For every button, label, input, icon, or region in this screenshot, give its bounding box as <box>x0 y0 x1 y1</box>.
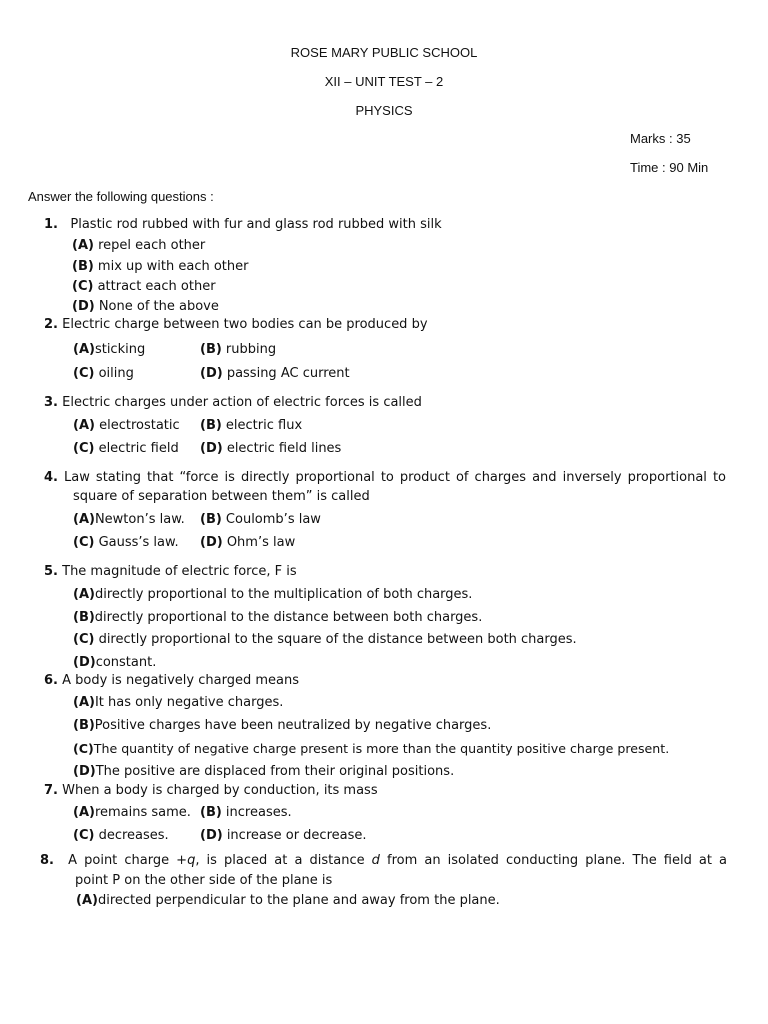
question-7 <box>44 783 378 798</box>
option-3c <box>73 441 179 456</box>
option-7b <box>200 805 292 820</box>
option-label: (A) <box>73 695 95 710</box>
option-text: Gauss’s law. <box>94 535 179 550</box>
option-label: (B) <box>200 418 222 433</box>
option-7d <box>200 828 367 843</box>
option-label: (B) <box>73 718 95 733</box>
question-5 <box>44 564 297 579</box>
option-text: increases. <box>221 805 292 820</box>
option-label: (B) <box>200 805 222 820</box>
option-3b <box>200 418 302 433</box>
marks-info: Marks : 35 <box>630 131 691 146</box>
option-4c <box>73 535 179 550</box>
option-label: (A) <box>73 587 95 602</box>
option-8a <box>76 893 500 908</box>
option-text: decreases. <box>94 828 169 843</box>
option-label: (C) <box>73 441 95 456</box>
question-4 <box>44 470 726 485</box>
option-text: Ohm’s law <box>222 535 296 550</box>
option-text: sticking <box>94 342 146 357</box>
option-2c <box>73 366 134 381</box>
question-text: Electric charges under action of electric forces is called <box>62 395 422 410</box>
option-text: oiling <box>94 366 134 381</box>
option-3a <box>73 418 180 433</box>
question-text: Electric charge between two bodies can be produced by <box>62 317 428 332</box>
question-number: 7. <box>44 783 58 798</box>
option-label: (A) <box>76 893 98 908</box>
option-3d <box>200 441 341 456</box>
option-text: electric field lines <box>222 441 342 456</box>
option-text: electric flux <box>221 418 303 433</box>
option-label: (D) <box>200 828 223 843</box>
question-text-line1: Law stating that “force is directly proportional to product of charges and inversely proportional to <box>64 470 726 485</box>
question-text: The magnitude of electric force, F is <box>62 564 297 579</box>
option-text: repel each other <box>93 238 206 253</box>
option-label: (B) <box>73 610 95 625</box>
option-label: (D) <box>200 366 223 381</box>
option-2b <box>200 342 276 357</box>
option-7a <box>73 805 191 820</box>
option-1c <box>72 279 216 294</box>
option-5d <box>73 655 156 670</box>
option-4b <box>200 512 321 527</box>
option-2a <box>73 342 145 357</box>
option-label: (D) <box>73 764 96 779</box>
option-label: (C) <box>72 279 94 294</box>
time-info: Time : 90 Min <box>630 160 709 175</box>
subject-title: PHYSICS <box>355 103 413 118</box>
test-title: XII – UNIT TEST – 2 <box>324 74 444 89</box>
option-label: (B) <box>72 259 94 274</box>
option-label: (A) <box>73 342 95 357</box>
option-label: (C) <box>73 828 95 843</box>
option-label: (A) <box>73 805 95 820</box>
option-label: (B) <box>200 512 222 527</box>
question-number: 4. <box>44 470 58 485</box>
question-2 <box>44 317 428 332</box>
option-4a <box>73 512 185 527</box>
option-text: directly proportional to the distance between both charges. <box>94 610 483 625</box>
question-number: 2. <box>44 317 58 332</box>
question-8 <box>40 853 727 868</box>
option-7c <box>73 828 169 843</box>
question-text: Plastic rod rubbed with fur and glass rod rubbed with silk <box>70 217 442 232</box>
question-number: 3. <box>44 395 58 410</box>
option-label: (D) <box>200 441 223 456</box>
question-number: 5. <box>44 564 58 579</box>
option-1d <box>72 299 219 314</box>
option-label: (C) <box>73 366 95 381</box>
option-5a <box>73 587 472 602</box>
option-text: remains same. <box>94 805 191 820</box>
option-label: (C) <box>73 741 94 756</box>
option-text: rubbing <box>221 342 277 357</box>
option-text: None of the above <box>94 299 219 314</box>
option-text: electric field <box>94 441 179 456</box>
option-text: directly proportional to the multiplication of both charges. <box>94 587 473 602</box>
option-6d <box>73 764 454 779</box>
option-text: mix up with each other <box>93 259 249 274</box>
question-text-b: , is placed at a distance <box>195 853 372 868</box>
charge-symbol: q <box>187 853 196 868</box>
option-label: (D) <box>200 535 223 550</box>
option-6c <box>73 741 669 756</box>
option-6a <box>73 695 283 710</box>
option-6b <box>73 718 491 733</box>
question-6 <box>44 673 299 688</box>
option-label: (C) <box>73 632 95 647</box>
option-label: (A) <box>72 238 94 253</box>
question-number: 1. <box>44 217 58 232</box>
question-text-a: A point charge + <box>68 853 188 868</box>
option-label: (A) <box>73 418 95 433</box>
distance-symbol: d <box>371 853 380 868</box>
question-text: A body is negatively charged means <box>62 673 299 688</box>
instructions: Answer the following questions : <box>28 189 214 204</box>
option-text: Coulomb’s law <box>221 512 321 527</box>
question-text: When a body is charged by conduction, its mass <box>62 783 378 798</box>
question-number: 6. <box>44 673 58 688</box>
question-8-cont: point P on the other side of the plane is <box>75 873 333 888</box>
option-1b <box>72 259 248 274</box>
option-4d <box>200 535 295 550</box>
option-text: The quantity of negative charge present is more than the quantity positive charge present. <box>93 741 670 756</box>
option-label: (A) <box>73 512 95 527</box>
option-text: The positive are displaced from their original positions. <box>95 764 455 779</box>
option-text: electrostatic <box>94 418 180 433</box>
option-2d <box>200 366 350 381</box>
question-number: 8. <box>40 853 54 868</box>
option-1a <box>72 238 205 253</box>
question-4-cont: square of separation between them” is called <box>73 489 370 504</box>
option-5c <box>73 632 577 647</box>
option-text: constant. <box>95 655 157 670</box>
option-text: increase or decrease. <box>222 828 367 843</box>
question-3 <box>44 395 422 410</box>
question-1 <box>44 217 442 232</box>
option-text: directly proportional to the square of the distance between both charges. <box>94 632 577 647</box>
option-text: Positive charges have been neutralized by negative charges. <box>94 718 492 733</box>
option-text: It has only negative charges. <box>94 695 284 710</box>
school-name: ROSE MARY PUBLIC SCHOOL <box>290 45 478 60</box>
option-label: (C) <box>73 535 95 550</box>
option-text: directed perpendicular to the plane and away from the plane. <box>97 893 500 908</box>
option-5b <box>73 610 482 625</box>
option-label: (B) <box>200 342 222 357</box>
option-text: passing AC current <box>222 366 350 381</box>
option-text: Newton’s law. <box>94 512 185 527</box>
question-text-c: from an isolated conducting plane. The field at a <box>379 853 728 868</box>
option-text: attract each other <box>93 279 216 294</box>
option-label: (D) <box>73 655 96 670</box>
option-label: (D) <box>72 299 95 314</box>
